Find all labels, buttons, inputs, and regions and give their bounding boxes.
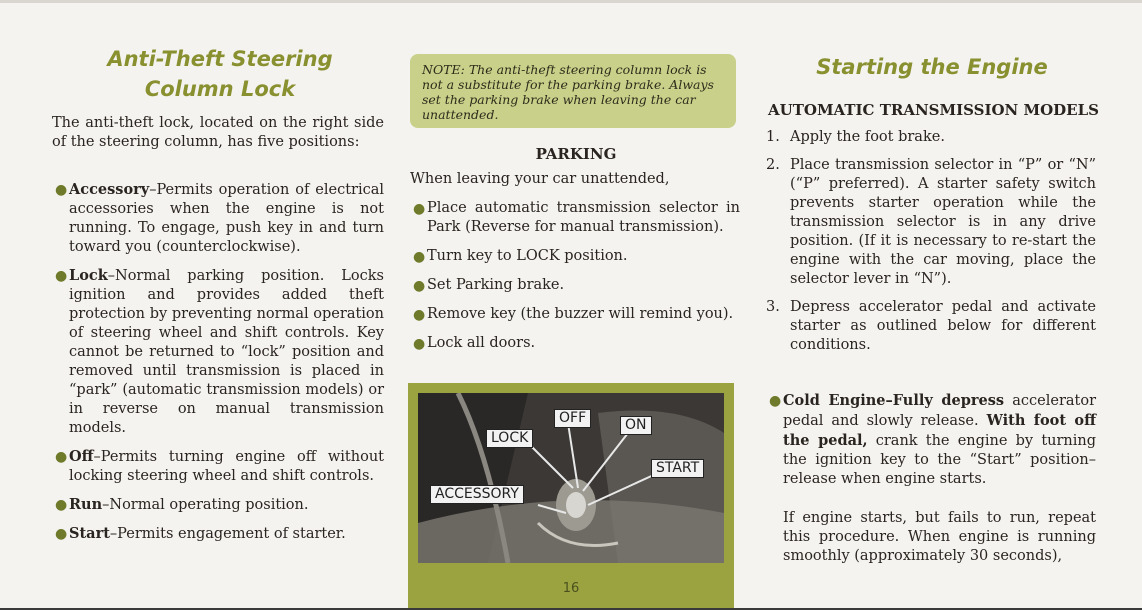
position-term: Off: [69, 448, 94, 465]
lock-label: LOCK: [486, 429, 533, 448]
list-item: [52, 266, 384, 438]
parking-steps-list: [410, 199, 740, 353]
position-text: –Normal parking position. Locks ignition and provides added theft protection by preventing normal operation of steering wheel and shift controls. Key cannot be returned to “lock” position and removed until transmission is placed in “park” (automatic transmission models) or in reverse on manual transmission models.: [69, 268, 384, 436]
bullet-icon: ●: [413, 307, 426, 323]
bullet-icon: ●: [413, 336, 426, 352]
anti-theft-intro: The anti-theft lock, located on the right side of the steering column, has five positions:: [52, 115, 384, 150]
parking-step-text: Lock all doors.: [427, 335, 536, 351]
step-number: 1.: [766, 129, 780, 145]
bullet-icon: ●: [55, 268, 68, 284]
position-term: Accessory: [69, 181, 150, 198]
list-item: [766, 156, 1096, 289]
parking-heading: PARKING: [535, 145, 617, 163]
starting-engine-title: Starting the Engine: [816, 55, 1048, 79]
list-item: [766, 391, 1096, 489]
bullet-icon: ●: [413, 201, 426, 217]
position-term: Lock: [69, 267, 108, 284]
position-text: –Permits operation of electrical accessories when the engine is not running. To engage, push key in and turn toward you (counterclockwise).: [69, 182, 384, 255]
bullet-icon: ●: [413, 249, 426, 265]
bullet-icon: ●: [769, 393, 782, 409]
list-item: [52, 447, 384, 486]
position-text: –Permits turning engine off without locking steering wheel and shift controls.: [69, 449, 384, 484]
transmission-subheading: AUTOMATIC TRANSMISSION MODELS: [768, 101, 1099, 119]
parking-step-text: Place automatic transmission selector in Park (Reverse for manual transmission).: [427, 200, 740, 235]
page-number: 16: [562, 581, 580, 596]
bullet-icon: ●: [55, 526, 68, 542]
parking-step-text: Turn key to LOCK position.: [427, 248, 628, 264]
parking-step-text: Remove key (the buzzer will remind you).: [427, 306, 734, 322]
cold-engine-list: [766, 391, 1096, 489]
position-text: –Permits engagement of starter.: [109, 526, 346, 542]
ignition-photo-frame: [408, 383, 734, 610]
bullet-icon: ●: [413, 278, 426, 294]
list-item: [766, 128, 1096, 147]
list-item: [410, 305, 740, 324]
list-item: [52, 524, 384, 544]
list-item: [410, 247, 740, 266]
parking-intro: When leaving your car unattended,: [410, 171, 670, 187]
step-number: 2.: [766, 157, 780, 173]
retry-paragraph: If engine starts, but fails to run, repeat this procedure. When engine is running smoothly (approximately 30 seconds),: [783, 510, 1096, 564]
starting-steps-list: [766, 128, 1096, 355]
step-number: 3.: [766, 299, 780, 315]
foot-off-term: With foot off the pedal,: [783, 412, 1096, 449]
step-text: Place transmission selector in “P” or “N” (“P” preferred). A starter safety switch prevents starter operation while the transmission selector is in any drive position. (If it is necessary to re-start the engine with the car moving, place the selector lever in “N”).: [790, 157, 1096, 287]
off-label: OFF: [554, 409, 591, 428]
list-item: [410, 199, 740, 237]
top-edge: [0, 0, 1142, 3]
list-item: [52, 180, 384, 257]
position-text: –Normal operating position.: [102, 497, 309, 513]
anti-theft-title: [52, 44, 388, 104]
cold-engine-term: Cold Engine–Fully depress: [783, 392, 1005, 409]
anti-theft-title-line2: Column Lock: [144, 77, 296, 101]
bullet-icon: ●: [55, 497, 68, 513]
list-item: [52, 495, 384, 515]
accessory-label: ACCESSORY: [430, 485, 524, 504]
bullet-icon: ●: [55, 182, 68, 198]
parking-step-text: Set Parking brake.: [427, 277, 565, 293]
lock-positions-list: [52, 180, 384, 544]
anti-theft-title-line1: Anti-Theft Steering: [107, 47, 333, 71]
cold-engine-text: accelerator pedal and slowly release.: [783, 393, 1097, 429]
note-box: NOTE: The anti-theft steering column lock is not a substitute for the parking brake. Always set the parking brake when leaving the car unattended.: [410, 54, 736, 128]
ignition-photo: [418, 393, 724, 563]
position-term: Start: [69, 525, 110, 542]
list-item: [410, 334, 740, 353]
on-label: ON: [620, 416, 652, 435]
position-term: Run: [69, 496, 103, 513]
list-item: [766, 298, 1096, 355]
step-text: Depress accelerator pedal and activate starter as outlined below for different conditions.: [790, 299, 1096, 353]
bullet-icon: ●: [55, 449, 68, 465]
list-item: [410, 276, 740, 295]
step-text: Apply the foot brake.: [790, 129, 945, 145]
cold-engine-text-2: crank the engine by turning the ignition key to the “Start” position–release when engine starts.: [783, 433, 1097, 487]
start-label: START: [651, 459, 704, 478]
